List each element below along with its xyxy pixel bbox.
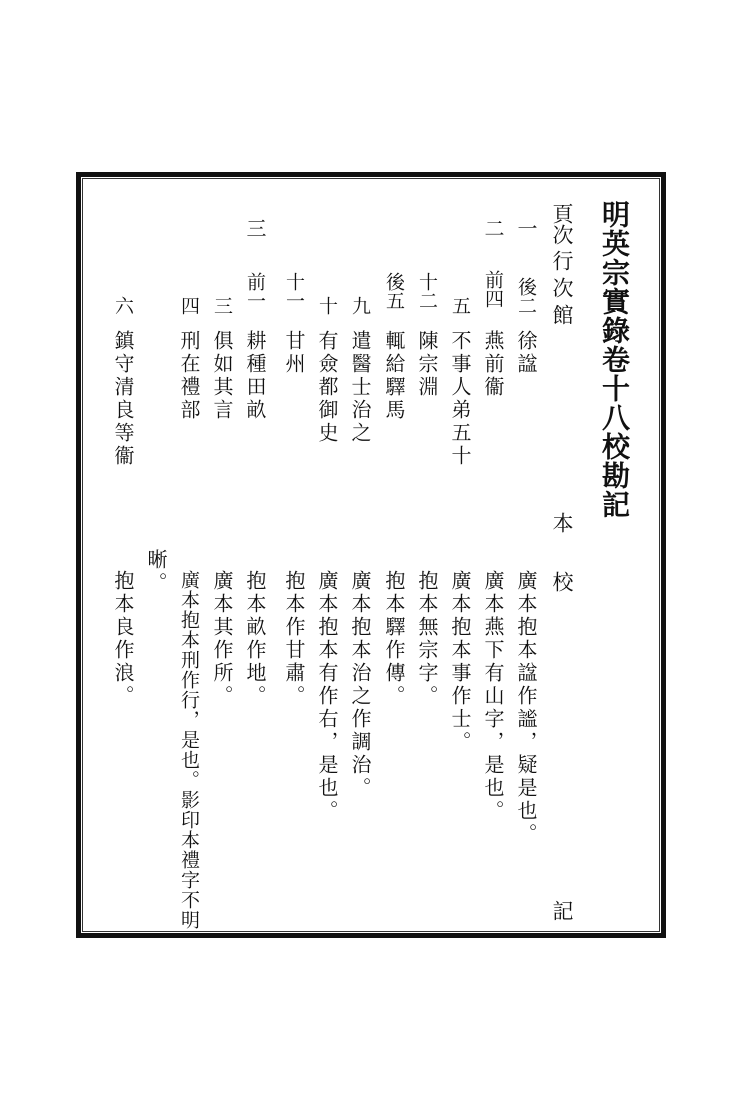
entry-3-text: 不事人弟五十 <box>448 330 472 468</box>
entry-10-note: 廣本其作所。 <box>210 570 234 708</box>
entry-9-page: 三 <box>243 218 267 241</box>
header-line: 行 <box>550 250 574 271</box>
entry-1-note: 廣本抱本諡作謐，疑是也。 <box>514 570 538 846</box>
entry-8-line: 十一 <box>283 272 305 310</box>
entry-1-line: 後二 <box>515 277 537 315</box>
header-ben: 本 <box>550 512 574 533</box>
entry-7-line: 十 <box>316 296 338 315</box>
entry-11-text: 刑在禮部 <box>177 330 201 422</box>
entry-7-note: 廣本抱本有作右，是也。 <box>315 570 339 823</box>
entry-11-line: 四 <box>178 296 200 315</box>
entry-5-text: 輒給驛馬 <box>382 330 406 422</box>
entry-2-text: 燕前衞 <box>481 330 505 399</box>
entry-11-note-continued: 晰。 <box>144 549 168 595</box>
header-jiao: 校 <box>550 571 574 592</box>
entry-3-note: 廣本抱本事作士。 <box>448 570 472 754</box>
document-title: 明英宗實錄卷十八校勘記 <box>598 200 631 519</box>
entry-1-text: 徐諡 <box>514 330 538 376</box>
entry-11-note: 廣本抱本刑作行，是也。影印本禮字不明 <box>178 570 200 930</box>
entry-8-note: 抱本作甘肅。 <box>282 570 306 708</box>
entry-12-text: 鎮守清良等衞 <box>111 330 135 468</box>
entry-2-line: 前四 <box>482 270 504 308</box>
entry-6-line: 九 <box>349 296 371 315</box>
entry-12-note: 抱本良作浪。 <box>111 570 135 708</box>
entry-6-text: 遣醫士治之 <box>348 330 372 445</box>
entry-12-line: 六 <box>112 296 134 315</box>
entry-7-text: 有僉都御史 <box>315 330 339 445</box>
header-guan: 館 <box>550 304 574 325</box>
entry-2-note: 廣本燕下有山字，是也。 <box>481 570 505 823</box>
entry-10-line: 三 <box>211 296 233 315</box>
header-ji: 記 <box>550 900 574 921</box>
entry-4-text: 陳宗淵 <box>415 330 439 399</box>
entry-8-text: 甘州 <box>282 330 306 376</box>
header-order: 次 <box>550 277 574 298</box>
entry-9-line: 前一 <box>244 272 266 310</box>
entry-5-note: 抱本驛作傳。 <box>382 570 406 708</box>
entry-10-text: 俱如其言 <box>210 330 234 422</box>
entry-9-text: 耕種田畝 <box>243 330 267 422</box>
entry-4-note: 抱本無宗字。 <box>415 570 439 708</box>
entry-2-page: 二 <box>481 218 505 241</box>
entry-3-line: 五 <box>449 296 471 315</box>
entry-5-line: 後五 <box>383 272 405 310</box>
entry-6-note: 廣本抱本治之作調治。 <box>348 570 372 800</box>
entry-1-page: 一 <box>514 218 538 241</box>
entry-9-note: 抱本畝作地。 <box>243 570 267 708</box>
entry-4-line: 十二 <box>416 272 438 310</box>
header-page: 頁次 <box>550 203 574 245</box>
